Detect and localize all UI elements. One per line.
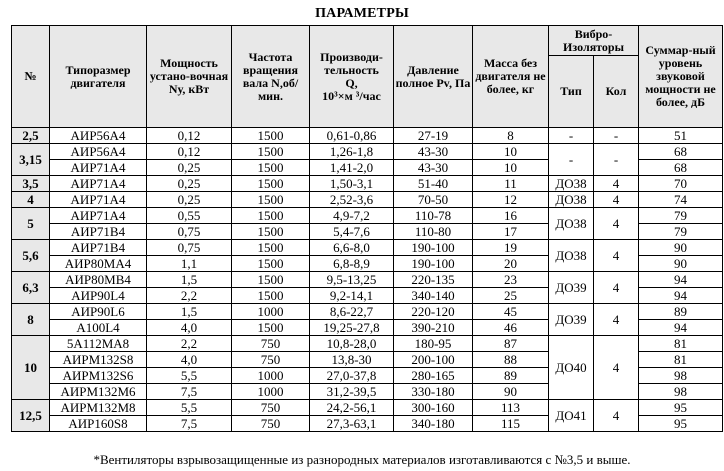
cell-number: 10: [12, 336, 50, 400]
cell-number: 3,5: [12, 176, 50, 192]
cell-mass: 46: [473, 320, 549, 336]
cell-power: 7,5: [147, 416, 232, 432]
cell-flow: 6,6-8,0: [310, 240, 394, 256]
cell-vibro-count: 4: [594, 176, 639, 192]
cell-power: 0,12: [147, 128, 232, 144]
cell-flow: 2,52-3,6: [310, 192, 394, 208]
cell-vibro-count: 4: [594, 208, 639, 240]
cell-speed: 1500: [232, 320, 310, 336]
table-row: [12, 144, 723, 160]
cell-speed: 1500: [232, 272, 310, 288]
cell-vibro-type: -: [549, 128, 594, 144]
cell-motor-type: АИР71А4: [50, 160, 147, 176]
cell-pressure: 220-135: [394, 272, 473, 288]
cell-noise: 51: [639, 128, 723, 144]
cell-flow: 5,4-7,6: [310, 224, 394, 240]
cell-power: 0,12: [147, 144, 232, 160]
header-flow: [310, 26, 394, 128]
cell-number: 6,3: [12, 272, 50, 304]
cell-motor-type: АИР71А4: [50, 208, 147, 224]
cell-vibro-count: 4: [594, 192, 639, 208]
table-row: [12, 400, 723, 416]
cell-power: 1,5: [147, 304, 232, 320]
cell-mass: 115: [473, 416, 549, 432]
cell-pressure: 43-30: [394, 144, 473, 160]
cell-mass: 19: [473, 240, 549, 256]
cell-mass: 12: [473, 192, 549, 208]
cell-pressure: 200-100: [394, 352, 473, 368]
header-vibro-count: Кол: [594, 56, 639, 128]
cell-motor-type: АИР80МА4: [50, 256, 147, 272]
cell-power: 0,75: [147, 240, 232, 256]
cell-flow: 10,8-28,0: [310, 336, 394, 352]
cell-number: 5: [12, 208, 50, 240]
cell-power: 1,5: [147, 272, 232, 288]
header-flow-line1: Производи-тельность: [320, 49, 383, 77]
cell-speed: 1500: [232, 160, 310, 176]
cell-noise: 95: [639, 400, 723, 416]
cell-motor-type: АИРМ132М8: [50, 400, 147, 416]
parameters-table: [11, 25, 723, 432]
cell-speed: 1500: [232, 208, 310, 224]
header-pressure: Давление полное Pv, Па: [394, 26, 473, 128]
cell-speed: 1500: [232, 224, 310, 240]
cell-mass: 89: [473, 368, 549, 384]
cell-flow: 8,6-22,7: [310, 304, 394, 320]
cell-vibro-type: -: [549, 144, 594, 176]
cell-noise: 94: [639, 320, 723, 336]
header-speed: Частота вращения вала N,об/мин.: [232, 26, 310, 128]
cell-power: 0,25: [147, 160, 232, 176]
page-title: ПАРАМЕТРЫ: [315, 6, 409, 21]
cell-noise: 68: [639, 144, 723, 160]
cell-speed: 1000: [232, 384, 310, 400]
cell-motor-type: АИР71А4: [50, 192, 147, 208]
cell-vibro-type: ДО39: [549, 272, 594, 304]
cell-pressure: 43-30: [394, 160, 473, 176]
cell-flow: 19,25-27,8: [310, 320, 394, 336]
cell-noise: 94: [639, 288, 723, 304]
header-noise: Суммар-ный уровень звуковой мощности не более, дБ: [639, 26, 723, 128]
cell-mass: 17: [473, 224, 549, 240]
cell-noise: 68: [639, 160, 723, 176]
cell-power: 2,2: [147, 288, 232, 304]
cell-noise: 89: [639, 304, 723, 320]
cell-number: 12,5: [12, 400, 50, 432]
cell-motor-type: АИР90L6: [50, 304, 147, 320]
cell-speed: 1500: [232, 256, 310, 272]
cell-number: 3,15: [12, 144, 50, 176]
cell-mass: 90: [473, 384, 549, 400]
cell-pressure: 330-180: [394, 384, 473, 400]
cell-pressure: 390-210: [394, 320, 473, 336]
cell-power: 7,5: [147, 384, 232, 400]
header-flow-line2: Q,: [345, 75, 358, 90]
cell-mass: 113: [473, 400, 549, 416]
cell-flow: 24,2-56,1: [310, 400, 394, 416]
cell-speed: 1500: [232, 240, 310, 256]
cell-vibro-count: 4: [594, 336, 639, 400]
table-row: [12, 304, 723, 320]
header-vibro-isolators: Вибро-Изоляторы: [549, 26, 639, 56]
cell-noise: 98: [639, 368, 723, 384]
cell-flow: 31,2-39,5: [310, 384, 394, 400]
cell-power: 0,55: [147, 208, 232, 224]
cell-noise: 94: [639, 272, 723, 288]
cell-mass: 45: [473, 304, 549, 320]
cell-motor-type: АИР71А4: [50, 176, 147, 192]
cell-flow: 27,3-63,1: [310, 416, 394, 432]
cell-power: 5,5: [147, 368, 232, 384]
cell-motor-type: АИРМ132М6: [50, 384, 147, 400]
cell-flow: 9,5-13,25: [310, 272, 394, 288]
cell-noise: 79: [639, 224, 723, 240]
cell-noise: 81: [639, 336, 723, 352]
cell-mass: 11: [473, 176, 549, 192]
cell-motor-type: АИР56А4: [50, 128, 147, 144]
table-row: [12, 176, 723, 192]
cell-pressure: 110-80: [394, 224, 473, 240]
cell-power: 1,1: [147, 256, 232, 272]
cell-mass: 20: [473, 256, 549, 272]
cell-power: 4,0: [147, 352, 232, 368]
cell-mass: 87: [473, 336, 549, 352]
cell-pressure: 190-100: [394, 256, 473, 272]
cell-mass: 23: [473, 272, 549, 288]
cell-mass: 10: [473, 144, 549, 160]
cell-mass: 10: [473, 160, 549, 176]
cell-flow: 1,50-3,1: [310, 176, 394, 192]
cell-pressure: 27-19: [394, 128, 473, 144]
table-row: [12, 336, 723, 352]
cell-pressure: 340-180: [394, 416, 473, 432]
cell-noise: 70: [639, 176, 723, 192]
cell-flow: 27,0-37,8: [310, 368, 394, 384]
cell-noise: 81: [639, 352, 723, 368]
cell-noise: 90: [639, 240, 723, 256]
cell-motor-type: АИРМ132S6: [50, 368, 147, 384]
cell-pressure: 340-140: [394, 288, 473, 304]
cell-vibro-count: 4: [594, 400, 639, 432]
cell-pressure: 51-40: [394, 176, 473, 192]
cell-motor-type: АИР71В4: [50, 240, 147, 256]
cell-vibro-count: -: [594, 128, 639, 144]
cell-motor-type: А100L4: [50, 320, 147, 336]
cell-speed: 750: [232, 416, 310, 432]
cell-noise: 98: [639, 384, 723, 400]
cell-speed: 750: [232, 352, 310, 368]
cell-speed: 750: [232, 336, 310, 352]
cell-pressure: 300-160: [394, 400, 473, 416]
cell-number: 4: [12, 192, 50, 208]
cell-power: 2,2: [147, 336, 232, 352]
cell-noise: 79: [639, 208, 723, 224]
cell-vibro-count: 4: [594, 240, 639, 272]
cell-speed: 1000: [232, 304, 310, 320]
cell-speed: 1500: [232, 288, 310, 304]
table-row: [12, 272, 723, 288]
cell-noise: 74: [639, 192, 723, 208]
cell-motor-type: АИР90L4: [50, 288, 147, 304]
cell-vibro-count: 4: [594, 272, 639, 304]
cell-power: 0,25: [147, 192, 232, 208]
cell-pressure: 110-78: [394, 208, 473, 224]
cell-mass: 25: [473, 288, 549, 304]
cell-vibro-type: ДО38: [549, 208, 594, 240]
header-flow-line3: 10³×м ³/час: [322, 88, 381, 103]
header-power: Мощность устано-вочная Nу, кВт: [147, 26, 232, 128]
cell-flow: 6,8-8,9: [310, 256, 394, 272]
table-row: [12, 208, 723, 224]
cell-speed: 1500: [232, 128, 310, 144]
cell-motor-type: АИР80МВ4: [50, 272, 147, 288]
table-body: [12, 128, 723, 432]
cell-motor-type: АИР71В4: [50, 224, 147, 240]
table-row: [12, 240, 723, 256]
header-mass: Масса без двигателя не более, кг: [473, 26, 549, 128]
cell-number: 5,6: [12, 240, 50, 272]
cell-number: 8: [12, 304, 50, 336]
cell-vibro-type: ДО41: [549, 400, 594, 432]
cell-vibro-count: 4: [594, 304, 639, 336]
cell-power: 5,5: [147, 400, 232, 416]
cell-speed: 1500: [232, 192, 310, 208]
cell-speed: 750: [232, 400, 310, 416]
cell-vibro-type: ДО39: [549, 304, 594, 336]
cell-pressure: 280-165: [394, 368, 473, 384]
cell-vibro-type: ДО40: [549, 336, 594, 400]
cell-vibro-type: ДО38: [549, 176, 594, 192]
cell-flow: 1,41-2,0: [310, 160, 394, 176]
cell-power: 0,25: [147, 176, 232, 192]
cell-motor-type: 5А112МА8: [50, 336, 147, 352]
cell-speed: 1000: [232, 368, 310, 384]
cell-pressure: 180-95: [394, 336, 473, 352]
cell-mass: 16: [473, 208, 549, 224]
header-motel-type: Типоразмер двигателя: [50, 26, 147, 128]
cell-flow: 1,26-1,8: [310, 144, 394, 160]
cell-power: 4,0: [147, 320, 232, 336]
cell-pressure: 70-50: [394, 192, 473, 208]
footnote: *Вентиляторы взрывозащищенные из разнородных материалов изготавливаются с №3,5 и выше.: [93, 452, 631, 467]
cell-mass: 8: [473, 128, 549, 144]
cell-flow: 4,9-7,2: [310, 208, 394, 224]
cell-flow: 0,61-0,86: [310, 128, 394, 144]
cell-noise: 95: [639, 416, 723, 432]
cell-flow: 13,8-30: [310, 352, 394, 368]
table-row: [12, 192, 723, 208]
table-row: [12, 128, 723, 144]
cell-speed: 1500: [232, 144, 310, 160]
cell-power: 0,75: [147, 224, 232, 240]
cell-vibro-type: ДО38: [549, 240, 594, 272]
header-number: №: [12, 26, 50, 128]
cell-pressure: 190-100: [394, 240, 473, 256]
cell-speed: 1500: [232, 176, 310, 192]
cell-vibro-count: -: [594, 144, 639, 176]
cell-vibro-type: ДО38: [549, 192, 594, 208]
cell-mass: 88: [473, 352, 549, 368]
cell-motor-type: АИРМ132S8: [50, 352, 147, 368]
header-vibro-type: Тип: [549, 56, 594, 128]
cell-motor-type: АИР160S8: [50, 416, 147, 432]
cell-noise: 90: [639, 256, 723, 272]
cell-pressure: 220-120: [394, 304, 473, 320]
cell-number: 2,5: [12, 128, 50, 144]
cell-flow: 9,2-14,1: [310, 288, 394, 304]
cell-motor-type: АИР56А4: [50, 144, 147, 160]
